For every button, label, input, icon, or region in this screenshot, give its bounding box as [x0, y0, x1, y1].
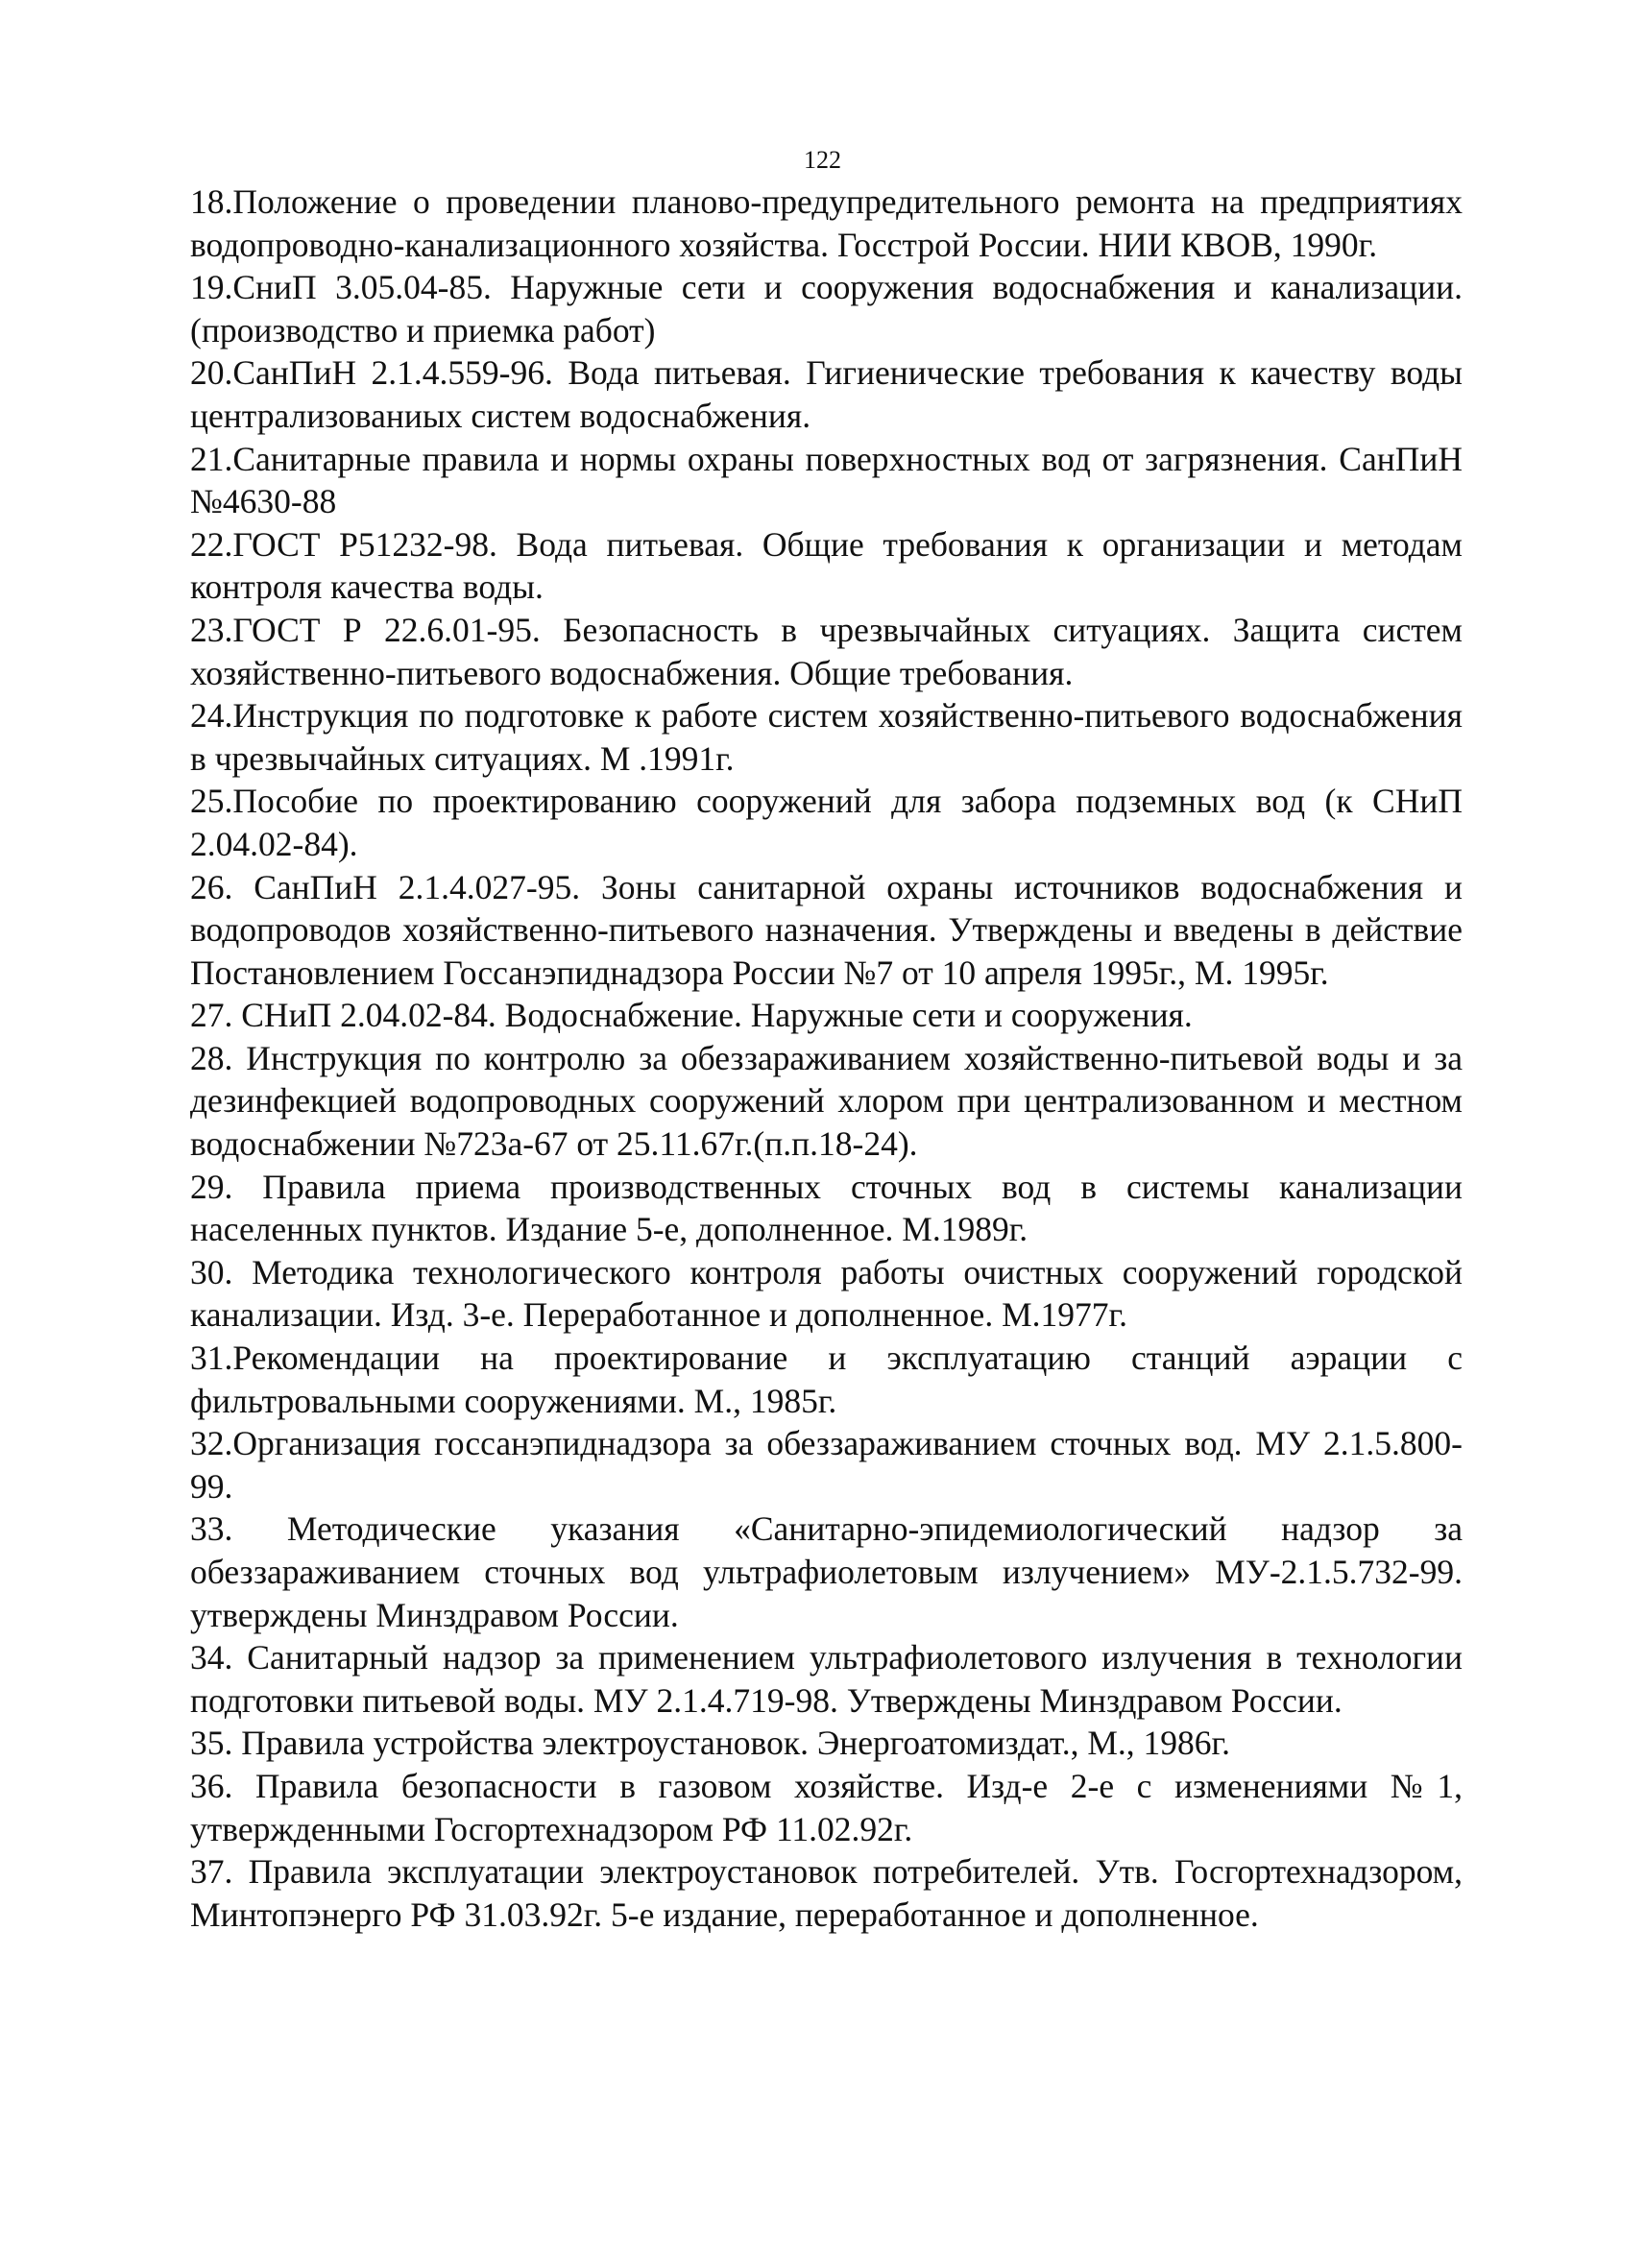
- reference-item-20: 20.СанПиН 2.1.4.559-96. Вода питьевая. Гигиенические требования к качеству воды централизованиых систем водоснабжения.: [190, 353, 1463, 435]
- reference-item-35: 35. Правила устройства электроустановок. Энергоатомиздат., М., 1986г.: [190, 1724, 1230, 1763]
- reference-list: [190, 181, 1463, 1936]
- reference-item-28: 28. Инструкция по контролю за обеззараживанием хозяйственно-питьевой воды и за дезинфекцией водопроводных сооружений хлором при централизованном и местном водоснабжении №723а-67 от 25.11.67г.(п.п.18-24).: [190, 1038, 1463, 1164]
- reference-item-25: 25.Пособие по проектированию сооружений для забора подземных вод (к СНиП 2.04.02-84).: [190, 782, 1463, 863]
- reference-item-36: 36. Правила безопасности в газовом хозяйстве. Изд-е 2-е с изменениями №1, утвержденными Госгортехнадзором РФ 11.02.92г.: [190, 1766, 1463, 1848]
- page-number: 122: [804, 146, 841, 174]
- reference-item-24: 24.Инструкция по подготовке к работе систем хозяйственно-питьевого водоснабжения в чрезвычайных ситуациях. М .1991г.: [190, 696, 1463, 778]
- reference-item-34: 34. Санитарный надзор за применением ультрафиолетового излучения в технологии подготовки питьевой воды. МУ 2.1.4.719-98. Утверждены Минздравом России.: [190, 1638, 1463, 1720]
- reference-item-22: 22.ГОСТ Р51232-98. Вода питьевая. Общие требования к организации и методам контроля качества воды.: [190, 524, 1463, 607]
- reference-item-31: 31.Рекомендации на проектирование и эксплуатацию станций аэрации с фильтровальными сооружениями. М., 1985г.: [190, 1339, 1463, 1420]
- reference-item-32: 32.Организация госсанэпиднадзора за обеззараживанием сточных вод. МУ 2.1.5.800-99.: [190, 1424, 1463, 1506]
- reference-item-23: 23.ГОСТ Р 22.6.01-95. Безопасность в чрезвычайных ситуациях. Защита систем хозяйственно-питьевого водоснабжения. Общие требования.: [190, 610, 1463, 692]
- reference-item-27: 27. СНиП 2.04.02-84. Водоснабжение. Наружные сети и сооружения.: [190, 996, 1193, 1035]
- reference-item-30: 30. Методика технологического контроля работы очистных сооружений городской канализации. Изд. 3-е. Переработанное и дополненное. М.1977г.: [190, 1252, 1463, 1335]
- reference-item-21: 21.Санитарные правила и нормы охраны поверхностных вод от загрязнения. СанПиН №4630-88: [190, 439, 1463, 521]
- reference-item-33: 33. Методические указания «Санитарно-эпидемиологический надзор за обеззараживанием сточных вод ультрафиолетовым излучением» МУ-2.1.5.732-99. утверждены Минздравом России.: [190, 1509, 1463, 1634]
- reference-item-18: 18.Положение о проведении планово-предупредительного ремонта на предприятиях водопроводно-канализационного хозяйства. Госстрой России. НИИ КВОВ, 1990г.: [190, 182, 1463, 264]
- reference-item-37: 37. Правила эксплуатации электроустановок потребителей. Утв. Госгортехнадзором, Минтопэнерго РФ 31.03.92г. 5-е издание, переработанное и дополненное.: [190, 1852, 1463, 1934]
- reference-item-26: 26. СанПиН 2.1.4.027-95. Зоны санитарной охраны источников водоснабжения и водопроводов хозяйственно-питьевого назначения. Утверждены и введены в действие Постановлением Госсанэпиднадзора России №7 от 10 апреля 1995г., М. 1995г.: [190, 867, 1463, 992]
- reference-item-29: 29. Правила приема производственных сточных вод в системы канализации населенных пунктов. Издание 5-е, дополненное. М.1989г.: [190, 1167, 1463, 1249]
- reference-item-19: 19.СниП 3.05.04-85. Наружные сети и сооружения водоснабжения и канализации. (производство и приемка работ): [190, 268, 1463, 350]
